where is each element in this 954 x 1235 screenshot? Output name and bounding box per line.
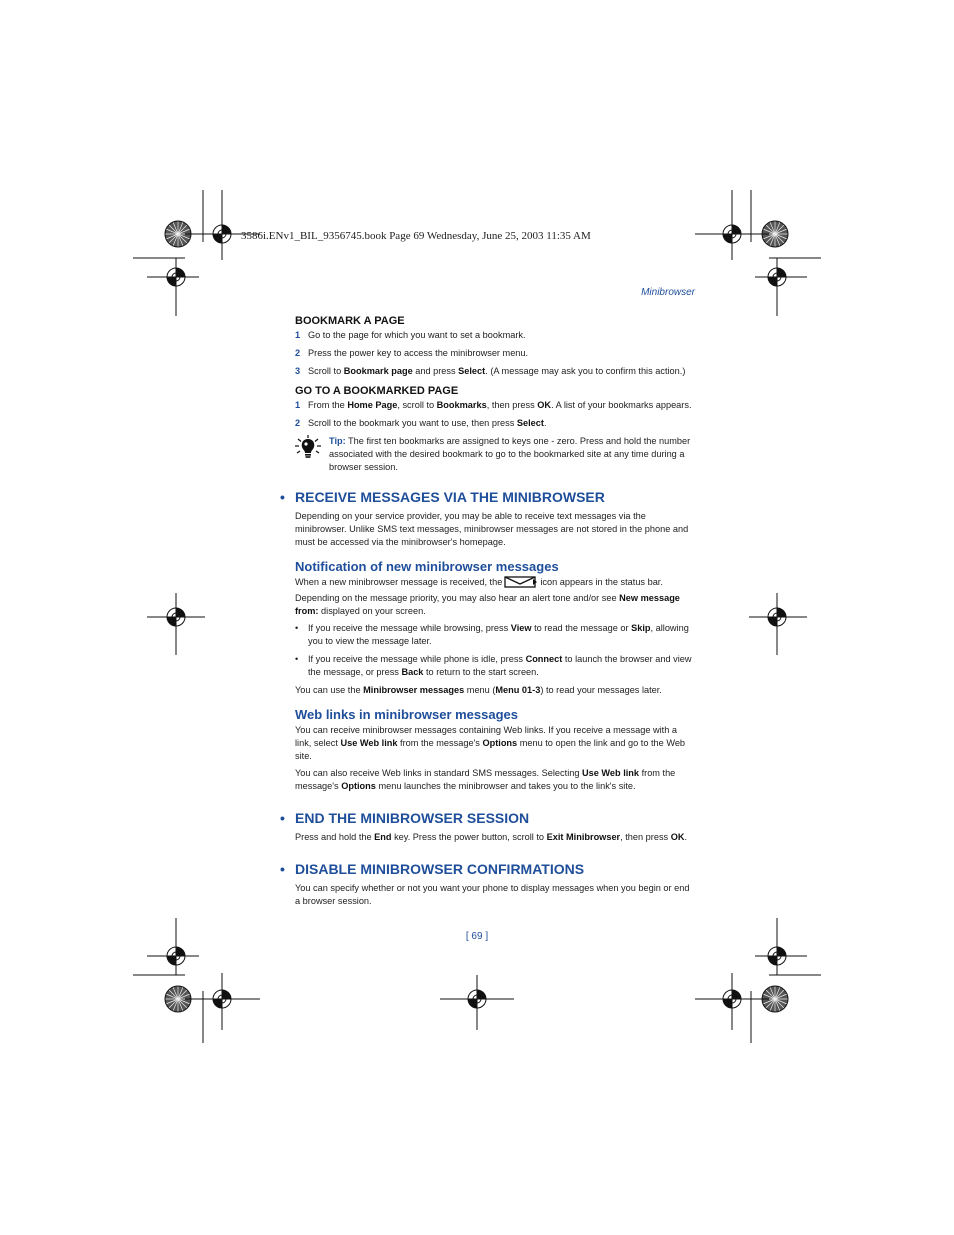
list-item: • If you receive the message while browsing, press View to read the message or Skip, allowing you to view the message later. xyxy=(295,623,689,646)
page-number: [ 69 ] xyxy=(465,931,489,942)
end-session-heading: • END THE MINIBROWSER SESSION xyxy=(280,810,530,826)
list-item: • If you receive the message while phone is idle, press Connect to launch the browser and view the message, or press Back to return to the start screen. xyxy=(295,654,692,677)
goto-bookmark-heading: GO TO A BOOKMARKED PAGE xyxy=(295,385,459,397)
bookmark-step-2: 2 Press the power key to access the minibrowser menu. xyxy=(295,348,529,358)
disable-confirmations-text: You can specify whether or not you want your phone to display messages when you begin or end a browser session. xyxy=(295,883,690,906)
notification-heading: Notification of new minibrowser messages xyxy=(295,559,559,574)
book-file-header: 3586i.ENv1_BIL_9356745.book Page 69 Wednesday, June 25, 2003 11:35 AM xyxy=(241,230,591,242)
receive-messages-heading: • RECEIVE MESSAGES VIA THE MINIBROWSER xyxy=(280,489,605,505)
envelope-message-icon xyxy=(504,576,538,592)
bookmark-step-1: 1 Go to the page for which you want to set a bookmark. xyxy=(295,330,526,340)
bookmark-step-3: 3 Scroll to Bookmark page and press Select. (A message may ask you to confirm this action.) xyxy=(295,366,686,376)
end-session-text: Press and hold the End key. Press the power button, scroll to Exit Minibrowser, then press OK. xyxy=(295,832,688,842)
goto-step-1: 1 From the Home Page, scroll to Bookmarks, then press OK. A list of your bookmarks appears. xyxy=(295,400,692,410)
web-links-text-1: You can receive minibrowser messages containing Web links. If you receive a message with a link, select Use Web link from the message's Options menu to open the link and go to the Web site. xyxy=(295,725,686,761)
notification-text: When a new minibrowser message is received, the icon appears in the status bar. Depending on the message priority, you may also hear an alert tone and/or see New message from: displayed on your screen. xyxy=(295,577,680,616)
notification-options-list xyxy=(295,622,695,679)
goto-step-2: 2 Scroll to the bookmark you want to use, then press Select. xyxy=(295,418,547,428)
tip-text: The first ten bookmarks are assigned to keys one - zero. Press and hold the number associated with the desired bookmark to go to the bookmarked site at any time during a browser session. xyxy=(329,436,691,472)
tip-box xyxy=(295,435,695,474)
web-links-heading: Web links in minibrowser messages xyxy=(295,707,519,722)
disable-confirmations-heading: • DISABLE MINIBROWSER CONFIRMATIONS xyxy=(280,861,585,877)
web-links-text-2: You can also receive Web links in standard SMS messages. Selecting Use Web link from the message's Options menu launches the minibrowser and takes you to the link's site. xyxy=(295,768,676,791)
bookmark-page-heading: BOOKMARK A PAGE xyxy=(295,315,405,327)
running-head: Minibrowser xyxy=(641,287,695,298)
page-content xyxy=(280,312,695,912)
lightbulb-tip-icon xyxy=(295,435,329,474)
messages-menu-text: You can use the Minibrowser messages menu (Menu 01-3) to read your messages later. xyxy=(295,685,662,695)
receive-intro: Depending on your service provider, you may be able to receive text messages via the minibrowser. Unlike SMS text messages, minibrowser messages are not stored in the phone and must be accessed via the minibrowser's homepage. xyxy=(295,511,689,547)
tip-label: Tip: xyxy=(329,436,346,446)
